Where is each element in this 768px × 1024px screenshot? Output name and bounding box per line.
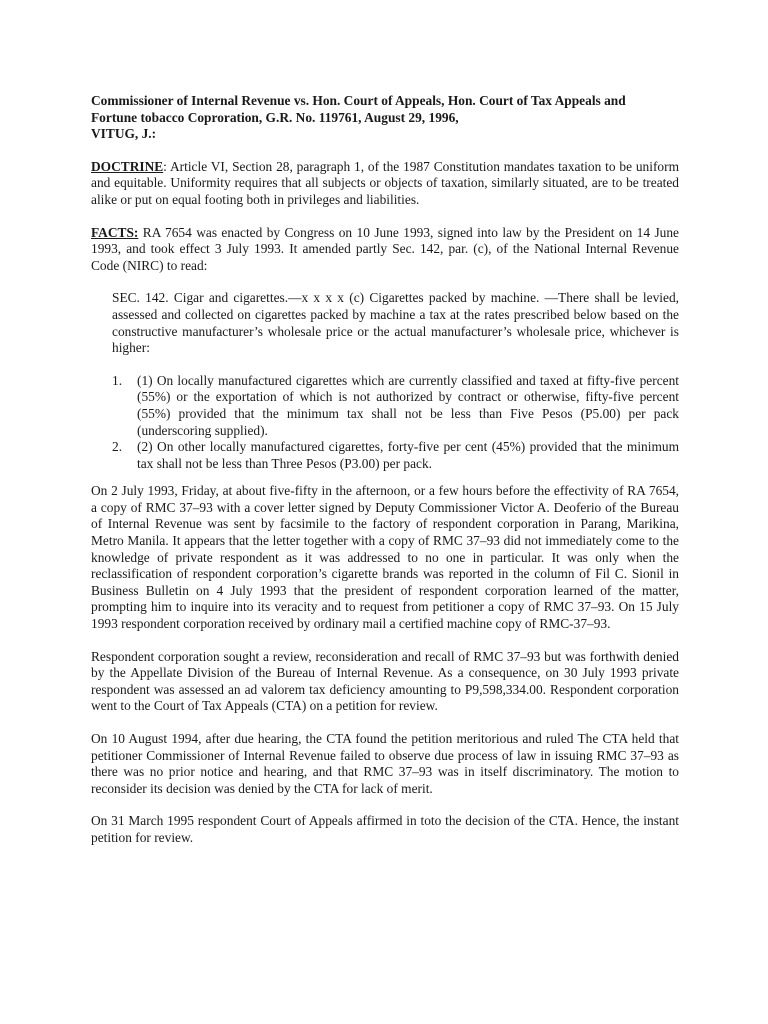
list-item <box>91 439 679 472</box>
doctrine-label: DOCTRINE <box>91 158 164 174</box>
doctrine-text: : Article VI, Section 28, paragraph 1, of the 1987 Constitution mandates taxation to be uniform and equitable. Uniformity requires that all subjects or objects of taxation, similarly situated, are to be treated alike or put on equal footing both in privileges and liabilities. <box>91 158 679 207</box>
paragraph-ca-affirmed: On 31 March 1995 respondent Court of Appeals affirmed in toto the decision of the CTA. Hence, the instant petition for review. <box>91 813 679 845</box>
list-item-text: (2) On other locally manufactured cigarettes, forty-five per cent (45%) provided that the minimum tax shall not be less than Three Pesos (P3.00) per pack. <box>137 439 679 471</box>
list-item-number: 2. <box>112 439 123 455</box>
document-body <box>91 93 679 847</box>
case-title-line-1: Commissioner of Internal Revenue vs. Hon. Court of Appeals, Hon. Court of Tax Appeals and <box>91 93 626 108</box>
facts-paragraph <box>91 225 679 275</box>
statute-quote: SEC. 142. Cigar and cigarettes.—x x x x (c) Cigarettes packed by machine. —There shall be levied, assessed and collected on cigarettes packed by machine a tax at the rates prescribed below based on the constructive manufacturer’s wholesale price or the actual manufacturer’s wholesale price, whichever is higher: <box>112 290 679 356</box>
paragraph-review-assessment: Respondent corporation sought a review, reconsideration and recall of RMC 37–93 but was forthwith denied by the Appellate Division of the Bureau of Internal Revenue. As a consequence, on 30 July 1993 private respondent was assessed an ad valorem tax deficiency amounting to P9,598,334.00. Respondent corporation went to the Court of Tax Appeals (CTA) on a petition for review. <box>91 648 679 714</box>
list-item <box>91 373 679 439</box>
ponente: VITUG, J.: <box>91 126 157 142</box>
facts-label: FACTS: <box>91 224 139 240</box>
list-item-number: 1. <box>112 372 123 388</box>
paragraph-cta-ruling: On 10 August 1994, after due hearing, the CTA found the petition meritorious and ruled The CTA held that petitioner Commissioner of Internal Revenue failed to observe due process of law in issuing RMC 37–93 as there was no prior notice and hearing, and that RMC 37–93 was in itself discriminatory. The motion to reconsider its decision was denied by the CTA for lack of merit. <box>91 731 679 796</box>
list-item-text: (1) On locally manufactured cigarettes which are currently classified and taxed at fifty-five percent (55%) or the exportation of which is not authorized by contract or otherwise, fifty-five percent (55%) provided that the minimum tax shall not be less than Five Pesos (P5.00) per pack (underscoring supplied). <box>137 372 679 438</box>
case-title <box>91 93 679 143</box>
doctrine-paragraph <box>91 159 679 209</box>
tax-rate-list <box>91 373 679 473</box>
facts-text: RA 7654 was enacted by Congress on 10 June 1993, signed into law by the President on 14 June 1993, and took effect 3 July 1993. It amended partly Sec. 142, par. (c), of the National Internal Revenue Code (NIRC) to read: <box>91 224 679 273</box>
paragraph-fax-notice: On 2 July 1993, Friday, at about five-fifty in the afternoon, or a few hours before the effectivity of RA 7654, a copy of RMC 37–93 with a cover letter signed by Deputy Commissioner Victor A. Deoferio of the Bureau of Internal Revenue was sent by facsimile to the factory of respondent corporation in Parang, Marikina, Metro Manila. It appears that the letter together with a copy of RMC 37–93 did not immediately come to the knowledge of private respondent as it was addressed to no one in particular. It was only when the reclassification of respondent corporation’s cigarette brands was reported in the column of Fil C. Sionil in Business Bulletin on 4 July 1993 that the president of respondent corporation learned of the matter, prompting him to inquire into its veracity and to request from petitioner a copy of RMC 37–93. On 15 July 1993 respondent corporation received by ordinary mail a certified machine copy of RMC-37–93. <box>91 483 679 632</box>
case-title-line-2: Fortune tobacco Coproration, G.R. No. 119761, August 29, 1996, <box>91 109 459 125</box>
